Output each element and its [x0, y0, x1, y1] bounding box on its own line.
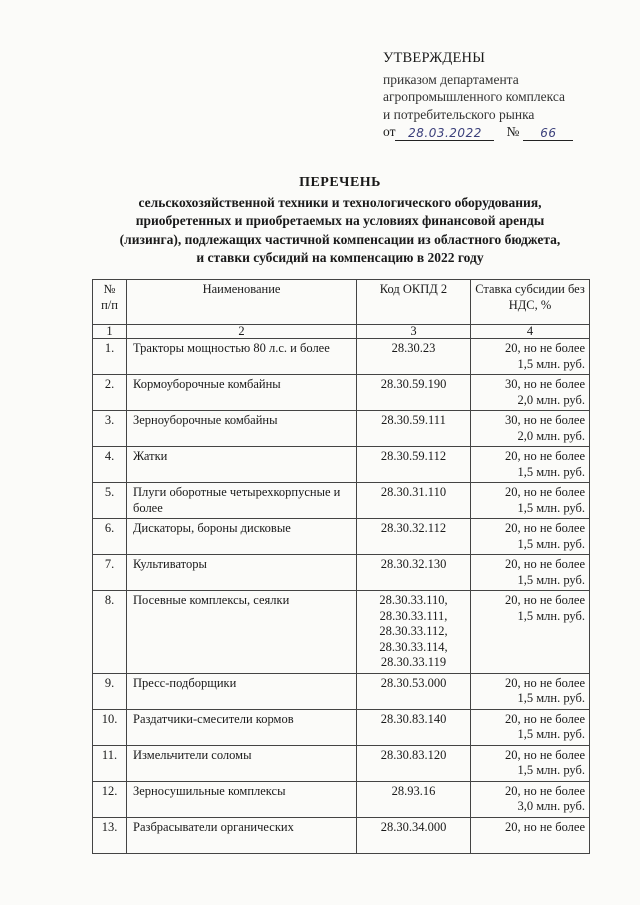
rate-line: 2,0 млн. руб. — [517, 392, 585, 407]
row-code — [357, 375, 471, 411]
row-code — [357, 709, 471, 745]
row-number: 1. — [93, 339, 127, 375]
row-number: 13. — [93, 817, 127, 853]
okpd-code: 28.30.34.000 — [380, 819, 447, 834]
rate-line: 1,5 млн. руб. — [517, 356, 585, 371]
row-code — [357, 555, 471, 591]
approval-date-number-line — [383, 123, 603, 141]
rate-line: 20, но не более — [505, 711, 585, 726]
row-rate — [471, 483, 590, 519]
title-line-1: сельскохозяйственной техники и технологического оборудования, — [138, 194, 542, 210]
rate-line: 20, но не более — [505, 783, 585, 798]
row-name: Зерносушильные комплексы — [127, 781, 357, 817]
row-name: Разбрасыватели органических — [127, 817, 357, 853]
title-line-3: (лизинга), подлежащих частичной компенсации из областного бюджета, — [119, 231, 561, 247]
okpd-code: 28.30.59.111 — [381, 413, 446, 427]
table-row — [93, 817, 590, 853]
okpd-code: 28.30.33.110, — [379, 593, 448, 607]
row-code — [357, 673, 471, 709]
approval-block — [383, 50, 603, 141]
document-title: ПЕРЕЧЕНЬ — [299, 175, 381, 190]
column-number-3: 3 — [357, 325, 471, 339]
from-label: от — [383, 124, 396, 139]
rate-line: 30, но не более — [505, 377, 585, 391]
table-header-row — [93, 280, 590, 325]
table-row — [93, 375, 590, 411]
row-code — [357, 817, 471, 853]
table-row — [93, 447, 590, 483]
row-rate — [471, 555, 590, 591]
row-number: 6. — [93, 519, 127, 555]
equipment-table — [92, 279, 590, 854]
okpd-code: 28.30.59.112 — [380, 449, 447, 463]
okpd-code: 28.30.33.114, — [379, 639, 448, 654]
row-name: Измельчители соломы — [127, 745, 357, 781]
okpd-code: 28.30.33.119 — [380, 655, 447, 669]
row-name: Зерноуборочные комбайны — [127, 411, 357, 447]
row-number: 11. — [93, 745, 127, 781]
rate-line: 3,0 млн. руб. — [517, 799, 585, 813]
okpd-code: 28.30.32.130 — [380, 557, 447, 571]
okpd-code: 28.30.23 — [391, 341, 436, 355]
row-code — [357, 745, 471, 781]
column-number-2: 2 — [127, 325, 357, 339]
column-number-4: 4 — [471, 325, 590, 339]
row-rate — [471, 591, 590, 674]
row-code — [357, 411, 471, 447]
okpd-code: 28.30.33.112, — [379, 624, 448, 638]
okpd-code: 28.30.83.140 — [380, 711, 447, 726]
row-name: Раздатчики-смесители кормов — [127, 709, 357, 745]
approval-line-1: приказом департамента — [383, 71, 519, 87]
row-number: 9. — [93, 673, 127, 709]
rate-line: 30, но не более — [505, 413, 585, 427]
row-number: 8. — [93, 591, 127, 674]
title-line-2: приобретенных и приобретаемых на условиях финансовой аренды — [135, 213, 545, 228]
header-rate: Ставка субсидии без НДС, % — [471, 280, 590, 325]
table-row — [93, 673, 590, 709]
rate-line: 20, но не более — [505, 819, 585, 834]
title-line-4: и ставки субсидий на компенсацию в 2022 году — [196, 250, 484, 265]
row-rate — [471, 447, 590, 483]
rate-line: 2,0 млн. руб. — [517, 428, 585, 443]
table-row — [93, 339, 590, 375]
rate-line: 1,5 млн. руб. — [517, 691, 585, 705]
number-label: № — [506, 124, 520, 139]
rate-line: 20, но не более — [505, 675, 585, 690]
row-name: Жатки — [127, 447, 357, 483]
rate-line: 20, но не более — [505, 449, 585, 463]
row-name: Дискаторы, бороны дисковые — [127, 519, 357, 555]
row-code — [357, 519, 471, 555]
rate-line: 20, но не более — [505, 747, 585, 762]
row-name: Кормоуборочные комбайны — [127, 375, 357, 411]
okpd-code: 28.30.59.190 — [380, 377, 447, 391]
row-code — [357, 483, 471, 519]
rate-line: 20, но не более — [505, 341, 585, 355]
row-number: 4. — [93, 447, 127, 483]
column-numbers-row — [93, 325, 590, 339]
handwritten-date: 28.03.2022 — [395, 126, 494, 141]
row-number: 3. — [93, 411, 127, 447]
okpd-code: 28.30.83.120 — [380, 747, 447, 762]
row-rate — [471, 375, 590, 411]
row-name: Пресс-подборщики — [127, 673, 357, 709]
row-rate — [471, 673, 590, 709]
rate-line: 1,5 млн. руб. — [517, 727, 585, 741]
row-rate — [471, 781, 590, 817]
handwritten-number: 66 — [523, 126, 573, 141]
row-rate — [471, 817, 590, 853]
okpd-code: 28.93.16 — [391, 783, 436, 798]
table-row — [93, 591, 590, 674]
row-rate — [471, 745, 590, 781]
row-code — [357, 591, 471, 674]
header-code: Код ОКПД 2 — [357, 280, 471, 325]
rate-line: 20, но не более — [505, 485, 585, 499]
row-name: Культиваторы — [127, 555, 357, 591]
approval-line-2: агропромышленного комплекса — [383, 89, 565, 104]
header-number: № п/п — [93, 280, 127, 325]
table-row — [93, 519, 590, 555]
row-number: 5. — [93, 483, 127, 519]
okpd-code: 28.30.31.110 — [380, 485, 447, 499]
table-row — [93, 555, 590, 591]
rate-line: 1,5 млн. руб. — [517, 464, 585, 479]
row-number: 7. — [93, 555, 127, 591]
table-row — [93, 709, 590, 745]
row-rate — [471, 709, 590, 745]
row-code — [357, 781, 471, 817]
column-number-1: 1 — [93, 325, 127, 339]
rate-line: 1,5 млн. руб. — [517, 608, 585, 623]
okpd-code: 28.30.53.000 — [380, 675, 447, 690]
rate-line: 20, но не более — [505, 521, 585, 535]
table-row — [93, 483, 590, 519]
row-number: 12. — [93, 781, 127, 817]
row-name: Посевные комплексы, сеялки — [127, 591, 357, 674]
table-row — [93, 411, 590, 447]
row-rate — [471, 519, 590, 555]
row-code — [357, 447, 471, 483]
row-number: 2. — [93, 375, 127, 411]
document-title-block — [80, 174, 600, 268]
rate-line: 1,5 млн. руб. — [517, 500, 585, 515]
rate-line: 20, но не более — [505, 557, 585, 571]
row-name: Плуги оборотные четырехкорпусные и более — [127, 483, 357, 519]
table-row — [93, 745, 590, 781]
row-code — [357, 339, 471, 375]
rate-line: 20, но не более — [505, 593, 585, 607]
header-name: Наименование — [127, 280, 357, 325]
row-rate — [471, 339, 590, 375]
approval-heading: УТВЕРЖДЕНЫ — [383, 50, 486, 66]
row-rate — [471, 411, 590, 447]
okpd-code: 28.30.33.111, — [379, 608, 448, 623]
rate-line: 1,5 млн. руб. — [517, 536, 585, 551]
okpd-code: 28.30.32.112 — [380, 521, 447, 535]
rate-line: 1,5 млн. руб. — [517, 763, 585, 777]
table-row — [93, 781, 590, 817]
rate-line: 1,5 млн. руб. — [517, 572, 585, 587]
row-number: 10. — [93, 709, 127, 745]
row-name: Тракторы мощностью 80 л.с. и более — [127, 339, 357, 375]
approval-line-3: и потребительского рынка — [383, 106, 535, 122]
